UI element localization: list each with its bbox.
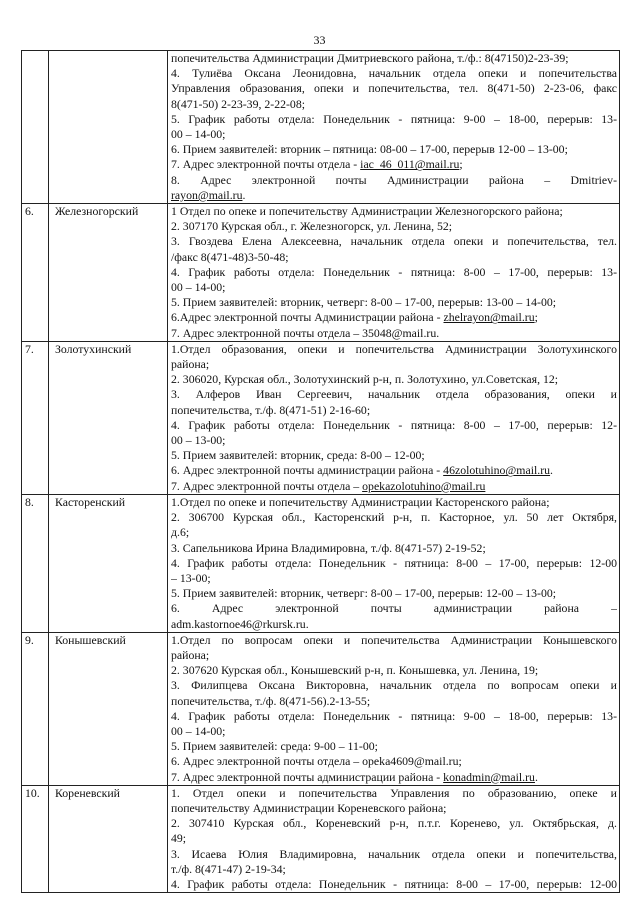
table-row [22,204,620,342]
info-line: 8(471-50) 2-23-39, 2-22-08; [171,96,305,111]
info-line: 7. Адрес электронной почты отдела – 35048@mail.ru. [171,325,440,340]
info-line: района; [171,357,210,372]
info-line: района; [171,647,210,662]
info-line: adm.kastornoe46@rkursk.ru. [171,616,309,631]
row-number: 9. [22,632,49,785]
row-number: 8. [22,494,49,632]
contact-info [168,204,620,342]
info-line: rayon@mail.ru. [171,187,246,202]
info-line: 6.Адрес электронной почты Администрации района - zhelrayon@mail.ru; [171,310,538,325]
contact-info [168,494,620,632]
info-line: 6. Адрес электронной почты отдела – opeka4609@mail.ru; [171,754,462,769]
email-link[interactable]: rayon@mail.ru [171,187,243,202]
info-line: Управления образования, опеки и попечительства, тел. 8(471-50) 2-23-06, факс [171,81,617,96]
info-line: – 13-00; [171,570,211,585]
info-line: 3. Филипцева Оксана Викторовна, начальник отдела по вопросам опеки и [171,678,617,693]
info-line: попечительства, т./ф. 8(471-56).2-13-55; [171,693,371,708]
district-name: Касторенский [49,494,168,632]
contact-info [168,632,620,785]
table-body [22,51,620,893]
info-line: 4. График работы отдела: Понедельник - пятница: 8-00 – 17-00, перерыв: 12-00 [171,555,617,570]
info-line: 2. 306020, Курская обл., Золотухинский р-н, п. Золотухино, ул.Советская, 12; [171,372,559,387]
guardianship-table [21,50,620,893]
info-line: 5. Прием заявителей: вторник, четверг: 8-00 – 17-00, перерыв: 13-00 – 14-00; [171,295,557,310]
info-line: 5. График работы отдела: Понедельник - пятница: 9-00 – 18-00, перерыв: 13- [171,111,617,126]
district-name: Конышевский [49,632,168,785]
info-line: 4. Тулиёва Оксана Леонидовна, начальник отдела опеки и попечительства [171,66,617,81]
row-number [22,51,49,204]
info-line: 7. Адрес электронной почты отдела – opekazolotuhino@mail.ru [171,478,486,493]
email-link[interactable]: iac_46_011@mail.ru [360,157,460,172]
district-name: Золотухинский [49,341,168,494]
info-line: 1 Отдел по опеке и попечительству Администрации Железногорского района; [171,204,563,219]
row-number: 6. [22,204,49,342]
info-line: 2. 306700 Курская обл., Касторенский р-н, п. Касторное, ул. 50 лет Октября, [171,510,617,525]
info-line: 3. Сапельникова Ирина Владимировна, т./ф. 8(471-57) 2-19-52; [171,540,486,555]
info-line: 3. Исаева Юлия Владимировна, начальник отдела опеки и попечительства, [171,846,617,861]
info-line: 3. Алферов Иван Сергеевич, начальник отдела образования, опеки и [171,387,617,402]
table-row [22,632,620,785]
contact-info [168,341,620,494]
table-row [22,51,620,204]
page-number: 33 [313,33,326,47]
email-link[interactable]: zhelrayon@mail.ru [443,310,535,325]
info-line: 49; [171,831,187,846]
email-link[interactable]: 46zolotuhino@mail.ru [443,463,551,478]
info-line: 5. Прием заявителей: вторник, четверг: 8-00 – 17-00, перерыв: 12-00 – 13-00; [171,586,557,601]
info-line: попечительства, т./ф. 8(471-51) 2-16-60; [171,402,371,417]
info-line: 00 – 14-00; [171,127,226,142]
info-line: 00 – 14-00; [171,280,226,295]
info-line: 6. Прием заявителей: вторник – пятница: 08-00 – 17-00, перерыв 12-00 – 13-00; [171,142,568,157]
info-line: 7. Адрес электронной почты отдела - iac_46_011@mail.ru; [171,157,463,172]
info-line: 00 – 13-00; [171,433,226,448]
info-line: 1.Отдел по вопросам опеки и попечительства Администрации Конышевского [171,632,617,647]
info-line: 1.Отдел образования, опеки и попечительства Администрации Золотухинского [171,341,617,356]
email-link[interactable]: opekazolotuhino@mail.ru [362,478,486,493]
email-link[interactable]: konadmin@mail.ru [443,769,535,784]
table-row [22,785,620,892]
info-line: 00 – 14-00; [171,723,226,738]
info-line: 2. 307170 Курская обл., г. Железногорск, ул. Ленина, 52; [171,219,453,234]
info-line: 6. Адрес электронной почты администрации района - 46zolotuhino@mail.ru. [171,463,553,478]
info-line: 8. Адрес электронной почты Администрации района – Dmitriev- [171,172,617,187]
info-line: 1. Отдел опеки и попечительства Управления по образованию, опеке и [171,785,617,800]
table-row [22,341,620,494]
info-line: 2. 307410 Курская обл., Кореневский р-н, п.т.г. Коренево, ул. Октябрьская, д. [171,816,617,831]
district-name: Железногорский [49,204,168,342]
district-name [49,51,168,204]
info-line: 7. Адрес электронной почты администрации района - konadmin@mail.ru. [171,769,538,784]
info-line: 4. График работы отдела: Понедельник - пятница: 8-00 – 17-00, перерыв: 12- [171,417,617,432]
contact-info [168,785,620,892]
info-line: 5. Прием заявителей: среда: 9-00 – 11-00; [171,739,378,754]
info-line: д.6; [171,525,190,540]
info-line: 3. Гвоздева Елена Алексеевна, начальник отдела опеки и попечительства, тел. [171,234,617,249]
contact-info [168,51,620,204]
info-line: попечительства Администрации Дмитриевского района, т./ф.: 8(47150)2-23-39; [171,51,569,65]
table-row [22,494,620,632]
row-number: 7. [22,341,49,494]
district-name: Кореневский [49,785,168,892]
row-number: 10. [22,785,49,892]
info-line: т./ф. 8(471-47) 2-19-34; [171,861,286,876]
info-line: 5. Прием заявителей: вторник, среда: 8-00 – 12-00; [171,448,425,463]
info-line: 2. 307620 Курская обл., Конышевский р-н, п. Конышевка, ул. Ленина, 19; [171,663,539,678]
info-line: /факс 8(471-48)3-50-48; [171,249,289,264]
info-line: 4. График работы отдела: Понедельник - пятница: 9-00 – 18-00, перерыв: 13- [171,708,617,723]
info-line: 1.Отдел по опеке и попечительству Администрации Касторенского района; [171,494,550,509]
info-line: попечительству Администрации Кореневского района; [171,800,447,815]
info-line: 4. График работы отдела: Понедельник - пятница: 8-00 – 17-00, перерыв: 12-00 [171,876,617,891]
info-line: 4. График работы отдела: Понедельник - пятница: 8-00 – 17-00, перерыв: 13- [171,264,617,279]
info-line: 6. Адрес электронной почты администрации района – [171,601,617,616]
